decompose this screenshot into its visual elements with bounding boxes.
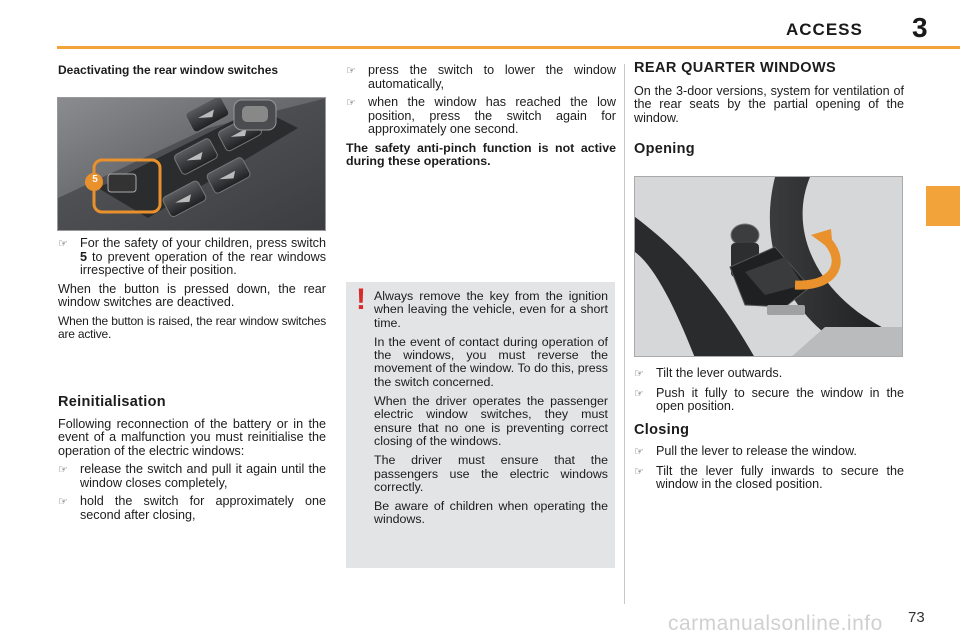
chapter-side-tab [926, 186, 960, 226]
column-divider [624, 64, 625, 604]
callout-5: 5 [92, 174, 98, 185]
list-item: ☞ press the switch to lower the window automatically, [346, 63, 616, 91]
section-heading-opening: Opening [634, 141, 695, 157]
paragraph: Following reconnection of the battery or in the event of a malfunction you must reinitialise the operation of the electric windows: [58, 416, 326, 458]
section-heading-deactivating: Deactivating the rear window switches [58, 63, 279, 77]
warning-paragraph: Be aware of children when operating the windows. [374, 499, 608, 527]
page-number: 73 [908, 609, 925, 626]
list-item: ☞ release the switch and pull it again until the window closes completely, [58, 462, 326, 490]
list-item: ☞ Tilt the lever outwards. [634, 366, 783, 380]
hand-pointer-icon: ☞ [634, 387, 644, 400]
warning-paragraph: The driver must ensure that the passengers use the electric windows correctly. [374, 453, 608, 494]
rear-quarter-window-lever-photo [634, 176, 903, 357]
warning-paragraph: When the driver operates the passenger electric window switches, they must ensure that no one is preventing correct closing of the windows. [374, 394, 608, 448]
warning-text [374, 290, 608, 533]
paragraph: When the button is pressed down, the rear window switches are deactived. [58, 281, 326, 309]
header-title: ACCESS [786, 20, 863, 39]
hand-pointer-icon: ☞ [634, 446, 644, 458]
paragraph: On the 3-door versions, system for ventilation of the rear seats by the partial opening of the window. [634, 83, 904, 125]
section-heading-closing: Closing [634, 421, 690, 438]
list-item: ☞ Tilt the lever fully inwards to secure the window in the closed position. [634, 463, 904, 491]
hand-pointer-icon: ☞ [58, 496, 68, 508]
column-middle [346, 64, 616, 174]
column-right [634, 62, 904, 165]
hand-pointer-icon: ☞ [346, 65, 356, 77]
section-heading-reinitialisation: Reinitialisation [58, 394, 166, 410]
rear-window-switch-photo [57, 97, 326, 231]
column-right-opening [634, 367, 904, 497]
switch-panel-illustration [58, 98, 326, 231]
column-left-reinit [58, 396, 326, 527]
warning-paragraph: Always remove the key from the ignition when leaving the vehicle, even for a short time. [374, 289, 608, 330]
header-rule [57, 46, 960, 49]
warning-paragraph: In the event of contact during operation of the windows, you must reverse the movement of the window. To do this, press the switch concerned. [374, 334, 608, 389]
list-item: ☞ when the window has reached the low position, press the switch again for approximately one second. [346, 95, 616, 136]
switch-reference: 5 [80, 249, 88, 264]
chapter-number: 3 [912, 12, 928, 43]
watermark: carmanualsonline.info [668, 612, 883, 635]
column-left-body [58, 237, 326, 347]
list-item: ☞ hold the switch for approximately one second after closing, [58, 494, 326, 522]
window-lever-illustration [635, 177, 903, 357]
hand-pointer-icon: ☞ [634, 368, 644, 380]
hand-pointer-icon: ☞ [346, 97, 356, 109]
paragraph: When the button is raised, the rear window switches are active. [58, 313, 326, 341]
list-item: ☞ Pull the lever to release the window. [634, 444, 857, 458]
hand-pointer-icon: ☞ [58, 238, 68, 250]
section-heading-rear-quarter-windows: REAR QUARTER WINDOWS [634, 60, 837, 76]
hand-pointer-icon: ☞ [634, 465, 644, 478]
list-item: ☞ Push it fully to secure the window in the open position. [634, 385, 904, 413]
anti-pinch-note: The safety anti-pinch function is not active during these operations. [346, 140, 616, 168]
list-item: ☞ For the safety of your children, press switch 5 to prevent operation of the rear windows irrespective of their position. [58, 236, 326, 277]
column-left [58, 64, 326, 77]
warning-exclamation-icon: ! [356, 283, 366, 316]
hand-pointer-icon: ☞ [58, 464, 68, 476]
